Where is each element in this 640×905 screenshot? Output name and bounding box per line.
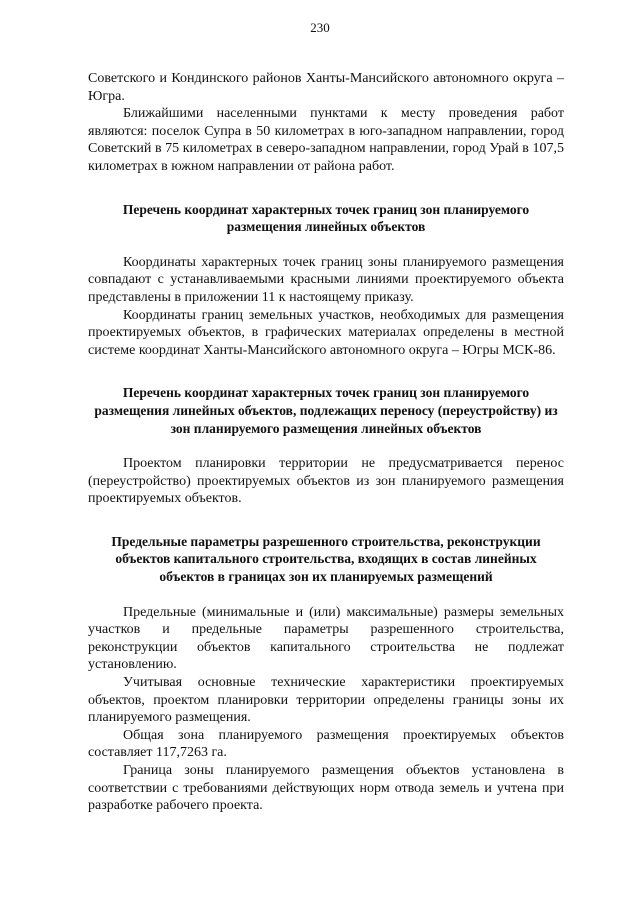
section-3-paragraph-2: Учитывая основные технические характеристики проектируемых объектов, проектом планировки территории определены границы зоны их планируемого размещения. [88, 675, 564, 726]
page-number: 230 [310, 20, 330, 35]
section-2-heading: Перечень координат характерных точек границ зон планируемого размещения линейных объектов, подлежащих переносу (переустройству) из зон планируемого размещения линейных объектов [94, 385, 558, 436]
section-1-paragraph-2: Координаты границ земельных участков, необходимых для размещения проектируемых объектов, в графических материалах определены в местной системе координат Ханты-Мансийского автономного округа – Югры МСК-86. [88, 307, 564, 358]
page-content [88, 70, 564, 815]
section-3-paragraph-4: Граница зоны планируемого размещения объектов установлена в соответствии с требованиями действующих норм отвода земель и учтена при разработке рабочего проекта. [88, 763, 564, 814]
section-3-heading: Предельные параметры разрешенного строительства, реконструкции объектов капитального строительства, входящих в состав линейных объектов в границах зон их планируемых размещений [111, 533, 541, 585]
section-1-paragraph-1: Координаты характерных точек границ зоны планируемого размещения совпадают с устанавливаемыми красными линиями проектируемого объекта представлены в приложении 11 к настоящему приказу. [88, 254, 564, 305]
intro-paragraph-2: Ближайшими населенными пунктами к месту проведения работ являются: поселок Супра в 50 километрах в юго-западном направлении, город Советский в 75 километрах в северо-западном направлении, город Урай в 107,5 километрах в южном направлении от района работ. [88, 106, 564, 174]
section-2-paragraph-1: Проектом планировки территории не предусматривается перенос (переустройство) проектируемых объектов из зон планируемого размещения проектируемых объектов. [88, 456, 564, 507]
section-3-paragraph-3: Общая зона планируемого размещения проектируемых объектов составляет 117,7263 га. [88, 727, 564, 761]
section-1-heading: Перечень координат характерных точек границ зон планируемого размещения линейных объектов [122, 201, 530, 235]
intro-paragraph-1: Советского и Кондинского районов Ханты-Мансийского автономного округа – Югра. [88, 71, 564, 104]
section-3-paragraph-1: Предельные (минимальные и (или) максимальные) размеры земельных участков и предельные параметры разрешенного строительства, реконструкции объектов капитального строительства не подлежат установлению. [88, 604, 564, 673]
